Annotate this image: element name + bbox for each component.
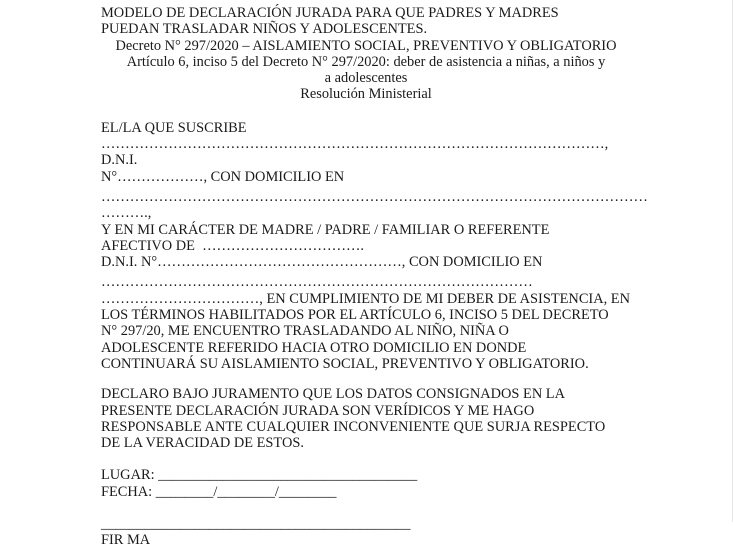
spacer bbox=[101, 103, 631, 120]
lugar-field: LUGAR: ____________________________________ bbox=[101, 467, 418, 484]
body-line: …………………………………………………………………………………………………… bbox=[101, 188, 648, 205]
signature-line: ___________________________________________ bbox=[101, 516, 411, 533]
body-line: ………., bbox=[101, 205, 152, 222]
fecha-field: FECHA: ________/________/________ bbox=[101, 483, 337, 500]
ministerial-resolution: Resolución Ministerial bbox=[300, 86, 432, 103]
declaration-line: DE LA VERACIDAD DE ESTOS. bbox=[101, 435, 304, 452]
spacer bbox=[101, 500, 631, 516]
article-reference: Artículo 6, inciso 5 del Decreto N° 297/2020: deber de asistencia a niñas, a niños y bbox=[126, 53, 606, 70]
signature-label: FIR MA bbox=[101, 532, 151, 549]
form-title-line-1: MODELO DE DECLARACIÓN JURADA PARA QUE PADRES Y MADRES bbox=[101, 5, 559, 21]
body-line: ……………………………, EN CUMPLIMIENTO DE MI DEBER DE ASISTENCIA, EN bbox=[101, 290, 630, 307]
declaration-line: RESPONSABLE ANTE CUALQUIER INCONVENIENTE QUE SURJA RESPECTO bbox=[101, 418, 606, 435]
body-line: ADOLESCENTE REFERIDO HACIA OTRO DOMICILIO EN DONDE bbox=[101, 339, 527, 356]
spacer bbox=[101, 372, 631, 386]
declaration-form bbox=[101, 5, 648, 549]
body-line: N°………………, CON DOMICILIO EN bbox=[101, 168, 345, 185]
form-title-line-2: PUEDAN TRASLADAR NIÑOS Y ADOLESCENTES. bbox=[101, 21, 428, 38]
spacer bbox=[101, 451, 631, 467]
body-line: AFECTIVO DE ……………………………. bbox=[101, 237, 365, 254]
decree-reference: Decreto N° 297/2020 – AISLAMIENTO SOCIAL, PREVENTIVO Y OBLIGATORIO bbox=[115, 37, 617, 54]
body-line: Y EN MI CARÁCTER DE MADRE / PADRE / FAMILIAR O REFERENTE bbox=[101, 221, 550, 238]
body-line: CONTINUARÁ SU AISLAMIENTO SOCIAL, PREVENTIVO Y OBLIGATORIO. bbox=[101, 355, 589, 372]
body-line: LOS TÉRMINOS HABILITADOS POR EL ARTÍCULO 6, INCISO 5 DEL DECRETO bbox=[101, 307, 609, 324]
body-line: EL/LA QUE SUSCRIBE bbox=[101, 119, 247, 136]
article-reference-continued: a adolescentes bbox=[324, 70, 408, 87]
declaration-line: PRESENTE DECLARACIÓN JURADA SON VERÍDICOS Y ME HAGO bbox=[101, 402, 535, 419]
body-line: N° 297/20, ME ENCUENTRO TRASLADANDO AL NIÑO, NIÑA O bbox=[101, 323, 509, 340]
body-line: ……………………………………………………………………………… bbox=[101, 274, 533, 291]
declaration-line: DECLARO BAJO JURAMENTO QUE LOS DATOS CONSIGNADOS EN LA bbox=[101, 386, 565, 403]
body-line: ……………………………………………………………………………………………, D.N.I. bbox=[101, 136, 612, 169]
body-line: D.N.I. N°……………………………………………, CON DOMICILIO EN bbox=[101, 254, 543, 271]
